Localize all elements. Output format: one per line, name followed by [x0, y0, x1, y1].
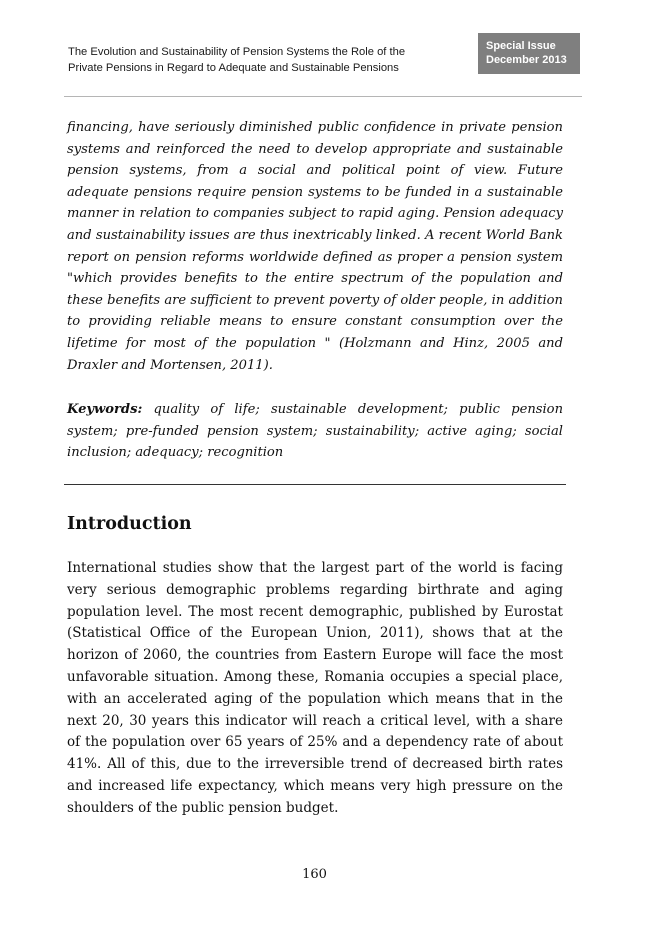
keywords-list: quality of life; sustainable development; public pension system; pre-funded pension system; sustainability; active aging; social inclusion; adequacy; recognition: [67, 402, 563, 461]
keywords-label: Keywords:: [67, 402, 143, 417]
running-title-line2: Private Pensions in Regard to Adequate and Sustainable Pensions: [68, 62, 399, 74]
running-head: [68, 44, 448, 76]
special-issue-badge: [478, 33, 580, 74]
section-divider: [64, 484, 566, 485]
badge-line1: Special Issue: [486, 40, 556, 52]
page-number: 160: [302, 867, 327, 882]
introduction-paragraph: International studies show that the largest part of the world is facing very serious demographic problems regarding birthrate and aging population level. The most recent demographic, published by Eurostat (Statistical Office of the European Union, 2011), shows that at the horizon of 2060, the countries from Eastern Europe will face the most unfavorable situation. Among these, Romania occupies a special place, with an accelerated aging of the population which means that in the next 20, 30 years this indicator will reach a critical level, with a share of the population over 65 years of 25% and a dependency rate of about 41%. All of this, due to the irreversible trend of decreased birth rates and increased life expectancy, which means very high pressure on the shoulders of the public pension budget.: [67, 560, 563, 816]
header-divider: [64, 96, 582, 97]
running-title-line1: The Evolution and Sustainability of Pension Systems the Role of the: [68, 46, 406, 58]
keywords-paragraph: [67, 399, 563, 464]
abstract-paragraph: financing, have seriously diminished public confidence in private pension systems and reinforced the need to develop appropriate and sustainable pension systems, from a social and political point of view. Future adequate pensions require pension systems to be funded in a sustainable manner in relation to companies subject to rapid aging. Pension adequacy and sustainability issues are thus inextricably linked. A recent World Bank report on pension reforms worldwide defined as proper a pension system "which provides benefits to the entire spectrum of the population and these benefits are sufficient to prevent poverty of older people, in addition to providing reliable means to ensure constant consumption over the lifetime for most of the population " (Holzmann and Hinz, 2005 and Draxler and Mortensen, 2011).: [67, 120, 563, 373]
introduction-heading: Introduction: [67, 514, 192, 534]
badge-line2: December 2013: [486, 54, 567, 66]
